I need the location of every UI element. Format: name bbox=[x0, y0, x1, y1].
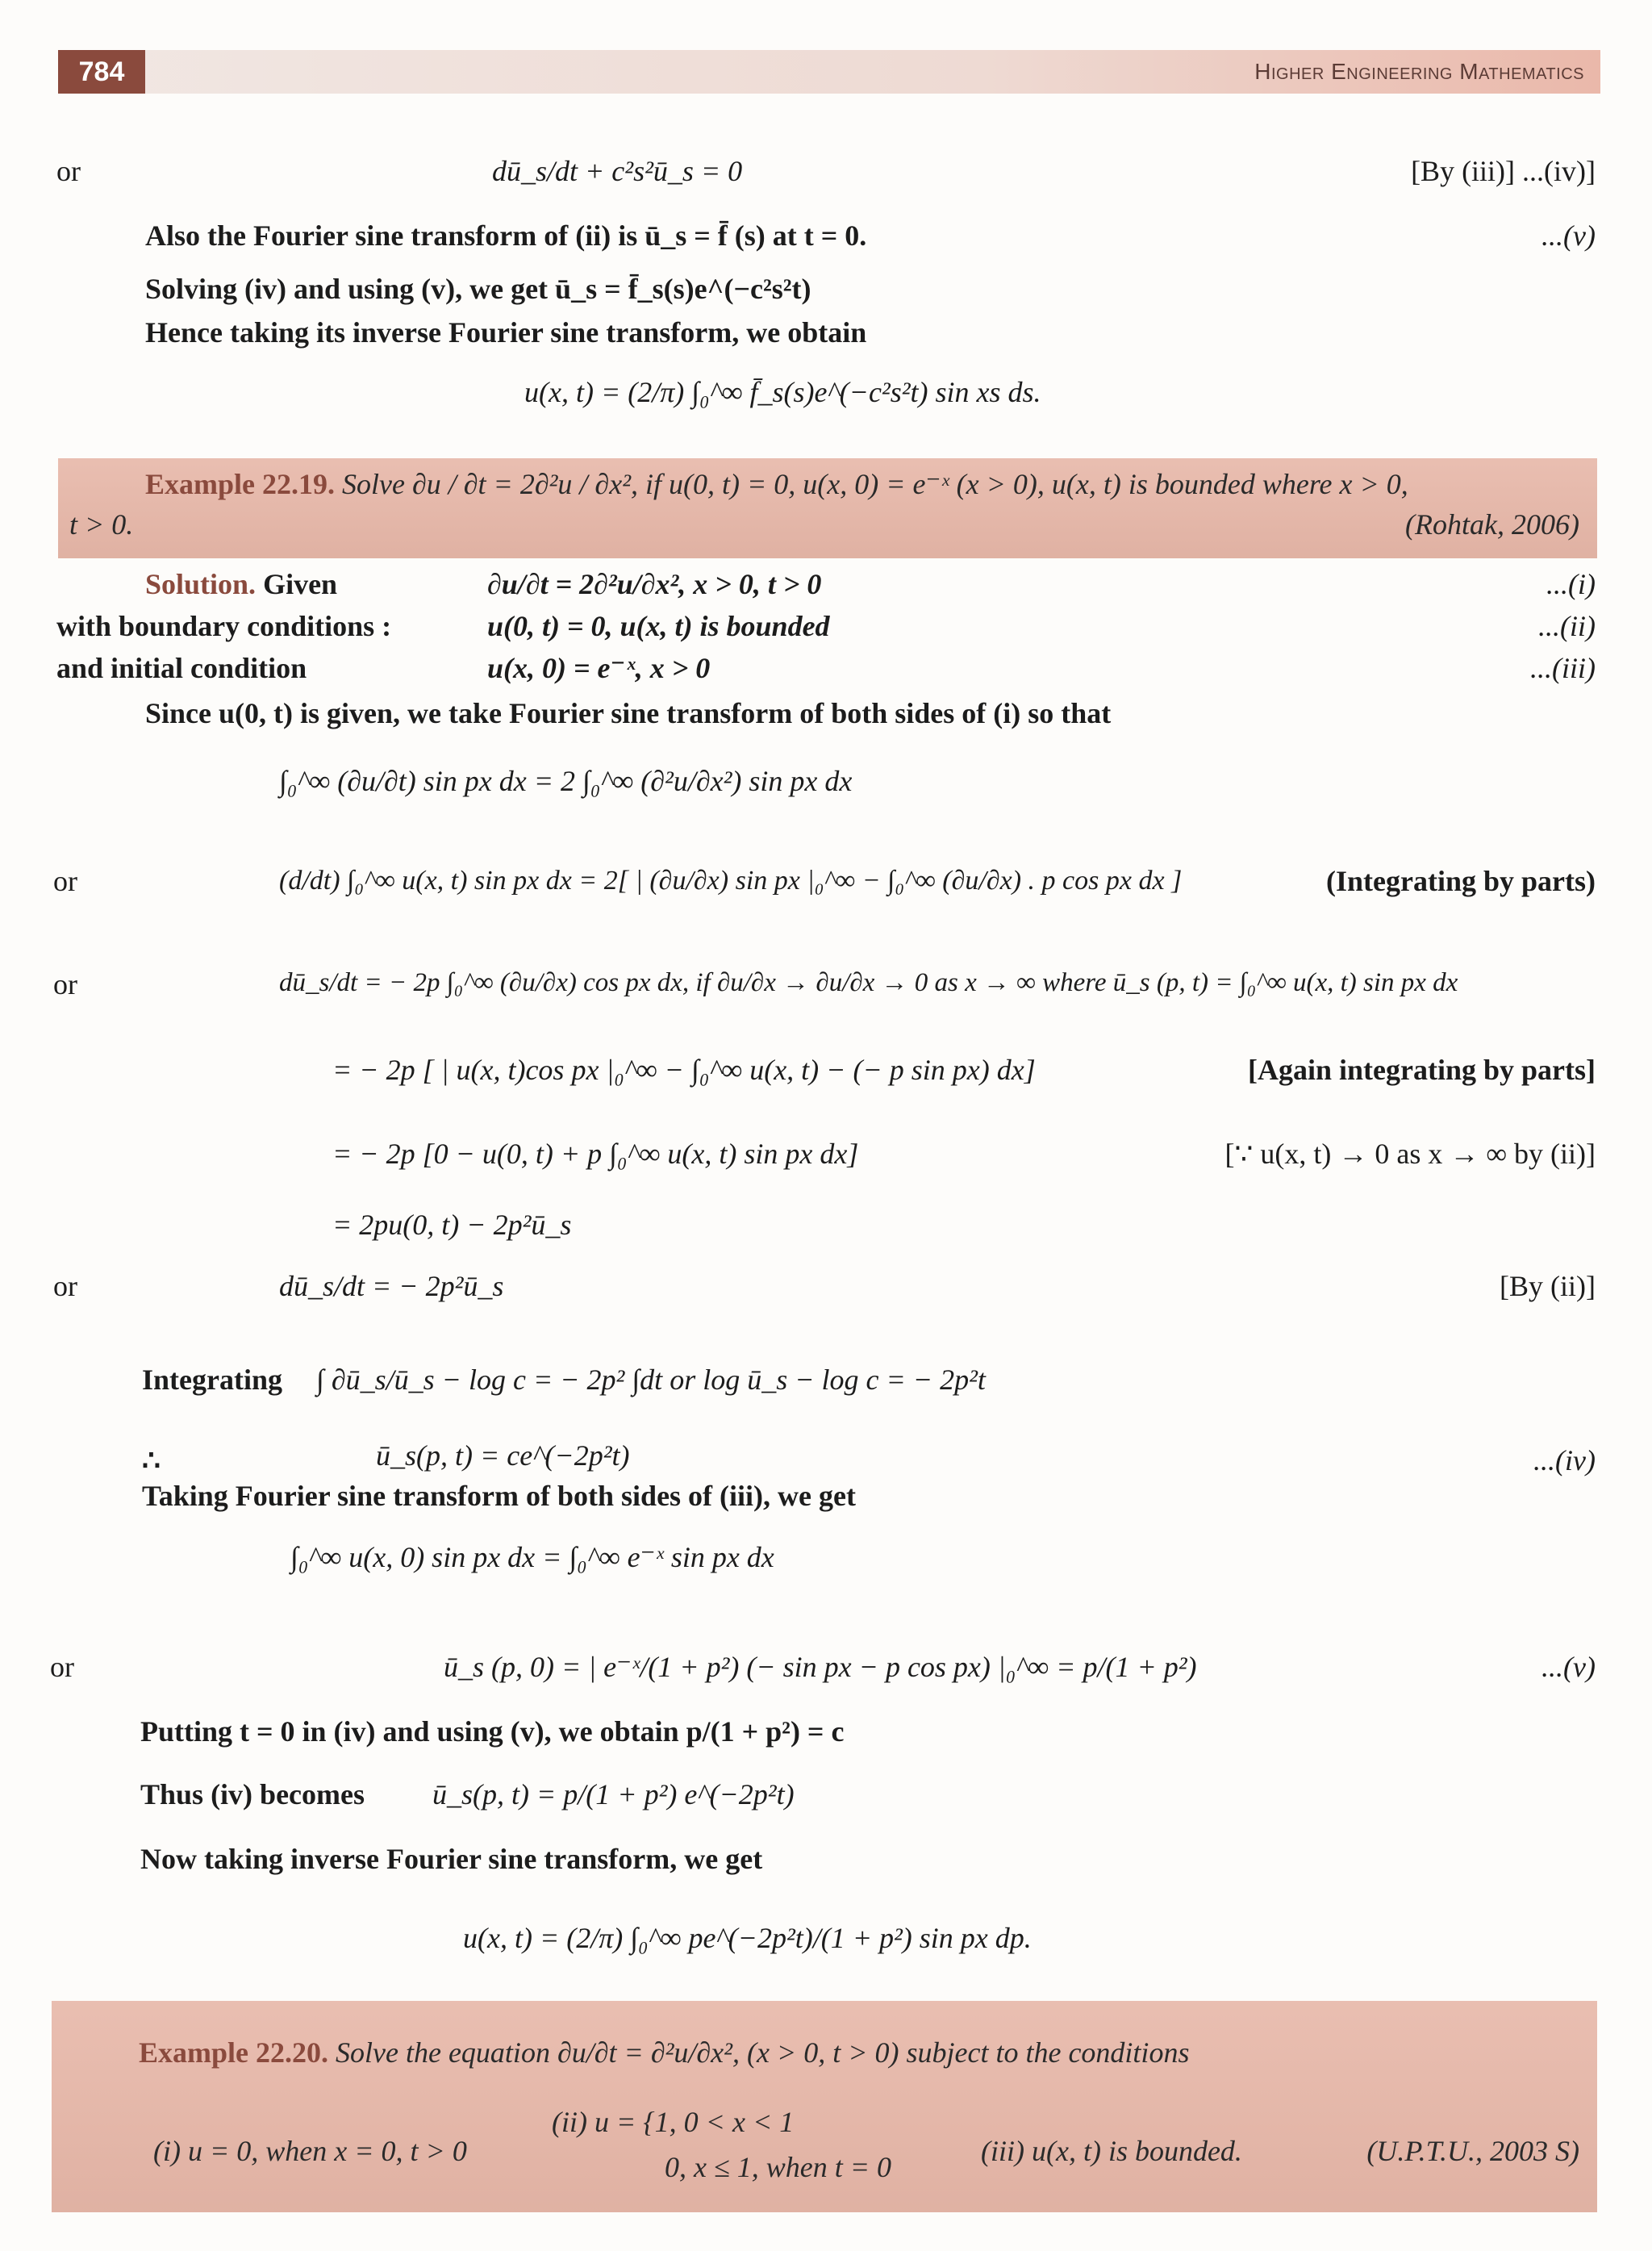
text-line: Putting t = 0 in (iv) and using (v), we obtain p/(1 + p²) = c bbox=[140, 1715, 845, 1748]
example-statement: Solve the equation ∂u/∂t = ∂²u/∂x², (x > 0, t > 0) subject to the conditions bbox=[336, 2036, 1190, 2069]
equation-note: (Integrating by parts) bbox=[1326, 865, 1596, 897]
page-number: 784 bbox=[58, 50, 145, 94]
equation-1: ∫₀^∞ (∂u/∂t) sin px dx = 2 ∫₀^∞ (∂²u/∂x²) sin px dx bbox=[279, 765, 853, 797]
or-label: or bbox=[53, 865, 77, 897]
equation-tag: ...(ii) bbox=[1538, 610, 1596, 642]
therefore-symbol: ∴ bbox=[142, 1444, 161, 1476]
example-text bbox=[145, 468, 1408, 501]
thus-label: Thus (iv) becomes bbox=[140, 1778, 365, 1810]
equation-tag: ...(iii) bbox=[1530, 652, 1596, 684]
equation-6: = 2pu(0, t) − 2p²ū_s bbox=[332, 1209, 572, 1241]
solution-heading bbox=[145, 568, 337, 601]
or-label: or bbox=[53, 1270, 77, 1302]
example-label: Example 22.19. bbox=[145, 468, 336, 500]
bc-label: with boundary conditions : bbox=[56, 610, 392, 642]
condition-ii-second: 0, x ≤ 1, when t = 0 bbox=[665, 2151, 892, 2183]
text-line: Since u(0, t) is given, we take Fourier sine transform of both sides of (i) so that bbox=[145, 697, 1112, 729]
equation-iv-top: dū_s/dt + c²s²ū_s = 0 bbox=[492, 155, 743, 187]
equation-final: u(x, t) = (2/π) ∫₀^∞ f̄_s(s)e^(−c²s²t) sin xs ds. bbox=[524, 376, 1041, 408]
condition-iii: (iii) u(x, t) is bounded. bbox=[981, 2135, 1242, 2167]
equation-iii: u(x, 0) = e⁻ˣ, x > 0 bbox=[487, 652, 711, 684]
solution-given: Given bbox=[263, 568, 338, 600]
ic-label: and initial condition bbox=[56, 652, 307, 684]
example-source: (U.P.T.U., 2003 S) bbox=[1366, 2135, 1579, 2167]
equation-tag: ...(v) bbox=[1541, 219, 1596, 252]
equation-2: (d/dt) ∫₀^∞ u(x, t) sin px dx = 2[ | (∂u/∂x) sin px |₀^∞ − ∫₀^∞ (∂u/∂x) . p cos px dx ] bbox=[279, 866, 1183, 896]
equation-4: = − 2p [ | u(x, t)cos px |₀^∞ − ∫₀^∞ u(x, t) − (− p sin px) dx] bbox=[332, 1054, 1036, 1086]
equation-i: ∂u/∂t = 2∂²u/∂x², x > 0, t > 0 bbox=[487, 568, 822, 600]
page-header bbox=[58, 50, 1600, 94]
equation-note: [Again integrating by parts] bbox=[1248, 1054, 1596, 1086]
equation-ii: u(0, t) = 0, u(x, t) is bounded bbox=[487, 610, 830, 642]
or-label: or bbox=[56, 155, 81, 187]
condition-i: (i) u = 0, when x = 0, t > 0 bbox=[153, 2135, 467, 2167]
or-label: or bbox=[53, 968, 77, 1000]
example-source: (Rohtak, 2006) bbox=[1405, 508, 1579, 541]
equation-8: ∫ ∂ū_s/ū_s − log c = − 2p² ∫dt or log ū_s − log c = − 2p²t bbox=[316, 1364, 986, 1396]
equation-10: ∫₀^∞ u(x, 0) sin px dx = ∫₀^∞ e⁻ˣ sin px dx bbox=[290, 1541, 774, 1573]
equation-11: ū_s (p, 0) = | e⁻ˣ/(1 + p²) (− sin px − p cos px) |₀^∞ = p/(1 + p²) bbox=[444, 1651, 1197, 1683]
equation-9: ū_s(p, t) = ce^(−2p²t) bbox=[376, 1439, 630, 1472]
example-statement: Solve ∂u / ∂t = 2∂²u / ∂x², if u(0, t) = 0, u(x, 0) = e⁻ˣ (x > 0), u(x, t) is bounded where x > 0, bbox=[342, 468, 1408, 500]
equation-tag: [By (iii)] ...(iv)] bbox=[1411, 155, 1596, 187]
equation-13: u(x, t) = (2/π) ∫₀^∞ pe^(−2p²t)/(1 + p²) sin px dp. bbox=[463, 1922, 1032, 1954]
equation-tag: ...(iv) bbox=[1533, 1444, 1596, 1476]
example-label: Example 22.20. bbox=[139, 2036, 329, 2069]
equation-note: [By (ii)] bbox=[1500, 1270, 1596, 1302]
text-line: Taking Fourier sine transform of both sides of (iii), we get bbox=[142, 1480, 856, 1512]
text-line: Solving (iv) and using (v), we get ū_s = f̄_s(s)e^(−c²s²t) bbox=[145, 273, 811, 305]
equation-7: dū_s/dt = − 2p²ū_s bbox=[279, 1270, 504, 1302]
equation-3: dū_s/dt = − 2p ∫₀^∞ (∂u/∂x) cos px dx, if ∂u/∂x → ∂u/∂x → 0 as x → ∞ where ū_s (p, t) = ∫₀^∞ u(x, t) sin px dx bbox=[279, 968, 1458, 997]
condition-ii-first: (ii) u = {1, 0 < x < 1 bbox=[552, 2106, 795, 2138]
example-box bbox=[58, 458, 1597, 558]
equation-tag: ...(v) bbox=[1541, 1651, 1596, 1683]
book-title: Higher Engineering Mathematics bbox=[1254, 59, 1584, 84]
text-line: Also the Fourier sine transform of (ii) is ū_s = f̄ (s) at t = 0. bbox=[145, 219, 867, 252]
text-line: Now taking inverse Fourier sine transform, we get bbox=[140, 1843, 763, 1875]
equation-note: [∵ u(x, t) → 0 as x → ∞ by (ii)] bbox=[1224, 1138, 1596, 1170]
example-box bbox=[52, 2001, 1597, 2212]
equation-12: ū_s(p, t) = p/(1 + p²) e^(−2p²t) bbox=[432, 1778, 795, 1810]
example-statement-cont: t > 0. bbox=[69, 508, 134, 541]
solution-title: Solution. bbox=[145, 568, 257, 600]
equation-tag: ...(i) bbox=[1546, 568, 1596, 600]
integrating-label: Integrating bbox=[142, 1364, 282, 1396]
or-label: or bbox=[50, 1651, 74, 1683]
text-line: Hence taking its inverse Fourier sine transform, we obtain bbox=[145, 316, 867, 349]
example-text bbox=[139, 2036, 1189, 2069]
equation-5: = − 2p [0 − u(0, t) + p ∫₀^∞ u(x, t) sin px dx] bbox=[332, 1138, 859, 1170]
